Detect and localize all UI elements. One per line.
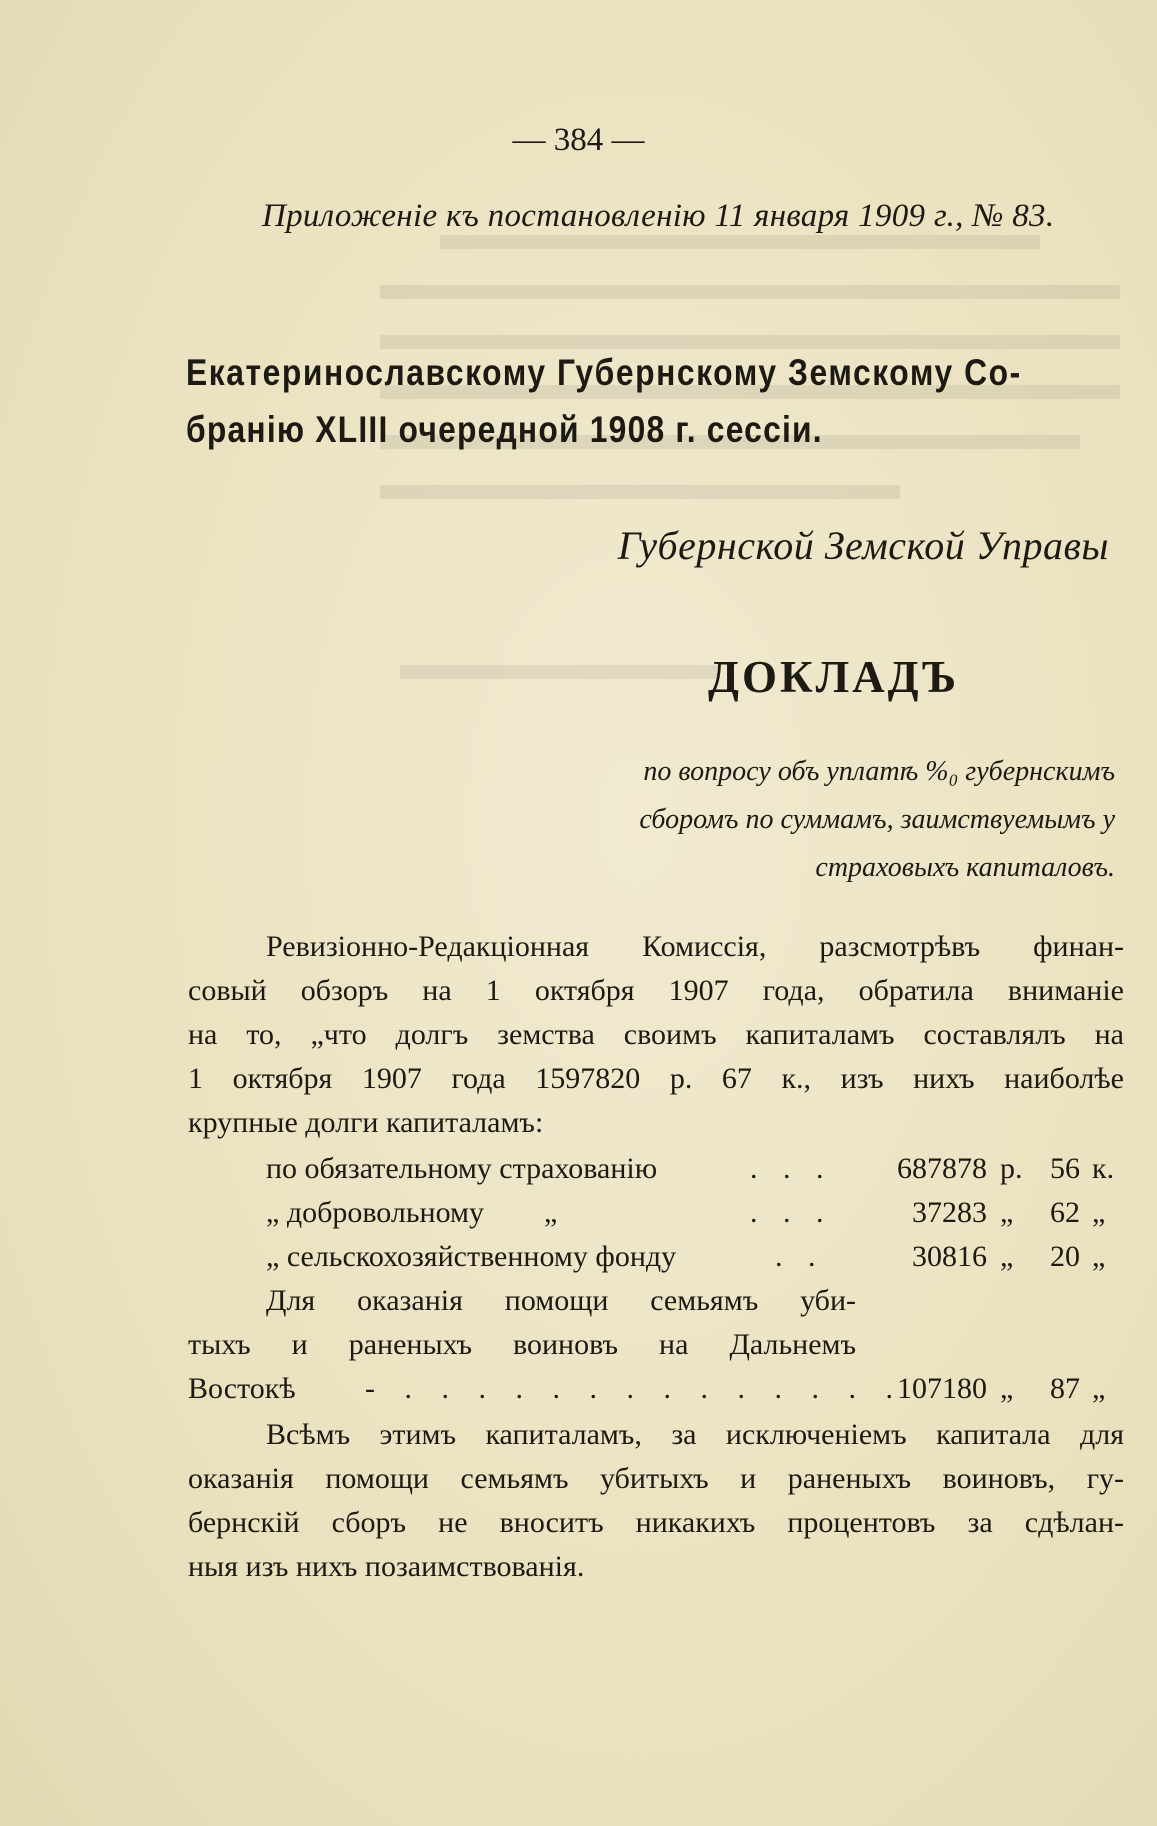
debt-label: „ добровольному „ <box>266 1196 558 1229</box>
help-fund-line-2: тыхъ и раненыхъ воиновъ на Дальнемъ <box>188 1328 856 1361</box>
debt-label: по обязательному страхованію <box>266 1152 658 1185</box>
paragraph2-line-4: ныя изъ нихъ позаимствованія. <box>188 1550 585 1583</box>
debt-amount: 37283 <box>912 1196 987 1229</box>
rubles-unit: „ <box>1000 1372 1014 1405</box>
help-fund-line-1: Для оказанія помощи семьямъ уби- <box>266 1284 856 1317</box>
kopecks-unit: „ <box>1092 1196 1106 1229</box>
kopecks-amount: 56 <box>1050 1152 1080 1185</box>
leader-dots: . . . <box>750 1196 833 1229</box>
paragraph2-line-1: Всѣмъ этимъ капиталамъ, за исключеніемъ капитала для <box>266 1418 1124 1451</box>
rubles-unit: р. <box>1000 1152 1023 1185</box>
debt-amount: 107180 <box>897 1372 987 1405</box>
debt-amount: 30816 <box>912 1240 987 1273</box>
report-title: ДОКЛАДЪ <box>707 652 959 702</box>
debt-amount: 687878 <box>897 1152 987 1185</box>
kopecks-amount: 87 <box>1050 1372 1080 1405</box>
leader-dots: . . <box>775 1240 825 1273</box>
kopecks-unit: „ <box>1092 1372 1106 1405</box>
paragraph1-line-5: крупные долги капиталамъ: <box>188 1106 544 1139</box>
paragraph2-line-2: оказанія помощи семьямъ убитыхъ и раненыхъ воиновъ, гу- <box>188 1462 1124 1495</box>
kopecks-amount: 20 <box>1050 1240 1080 1273</box>
kopecks-unit: к. <box>1092 1152 1115 1185</box>
subtitle-line-1: по вопросу объ уплатѣ %₀ губернскимъ <box>643 756 1115 787</box>
leader-dots: - . . . . . . . . . . . . . . <box>365 1372 904 1405</box>
paragraph1-line-2: совый обзоръ на 1 октября 1907 года, обратила вниманіе <box>188 974 1124 1007</box>
rubles-unit: „ <box>1000 1196 1014 1229</box>
subtitle-line-3: страховыхъ капиталовъ. <box>815 852 1115 883</box>
attachment-note: Приложеніе къ постановленію 11 января 1909 г., № 83. <box>262 198 1055 234</box>
paragraph1-line-1: Ревизіонно-Редакціонная Комиссія, разсмотрѣвъ финан- <box>266 930 1124 963</box>
kopecks-unit: „ <box>1092 1240 1106 1273</box>
paragraph1-line-3: на то, „что долгъ земства своимъ капиталамъ составлялъ на <box>188 1018 1124 1051</box>
heading-line-1: Екатеринославскому Губернскому Земскому Со- <box>186 352 1022 393</box>
kopecks-amount: 62 <box>1050 1196 1080 1229</box>
help-fund-line-3: Востокѣ <box>188 1372 296 1405</box>
debt-label: „ сельскохозяйственному фонду <box>266 1240 677 1273</box>
subtitle-line-2: сборомъ по суммамъ, заимствуемымъ у <box>639 804 1115 835</box>
board-name: Губернской Земской Управы <box>617 523 1109 568</box>
paragraph1-line-4: 1 октября 1907 года 1597820 р. 67 к., изъ нихъ наиболѣе <box>188 1062 1124 1095</box>
page-number: — 384 — <box>512 122 645 158</box>
paragraph2-line-3: бернскій сборъ не вноситъ никакихъ процентовъ за сдѣлан- <box>188 1506 1124 1539</box>
leader-dots: . . . <box>750 1152 833 1185</box>
rubles-unit: „ <box>1000 1240 1014 1273</box>
heading-line-2: бранію XLIII очередной 1908 г. сессіи. <box>186 409 823 450</box>
